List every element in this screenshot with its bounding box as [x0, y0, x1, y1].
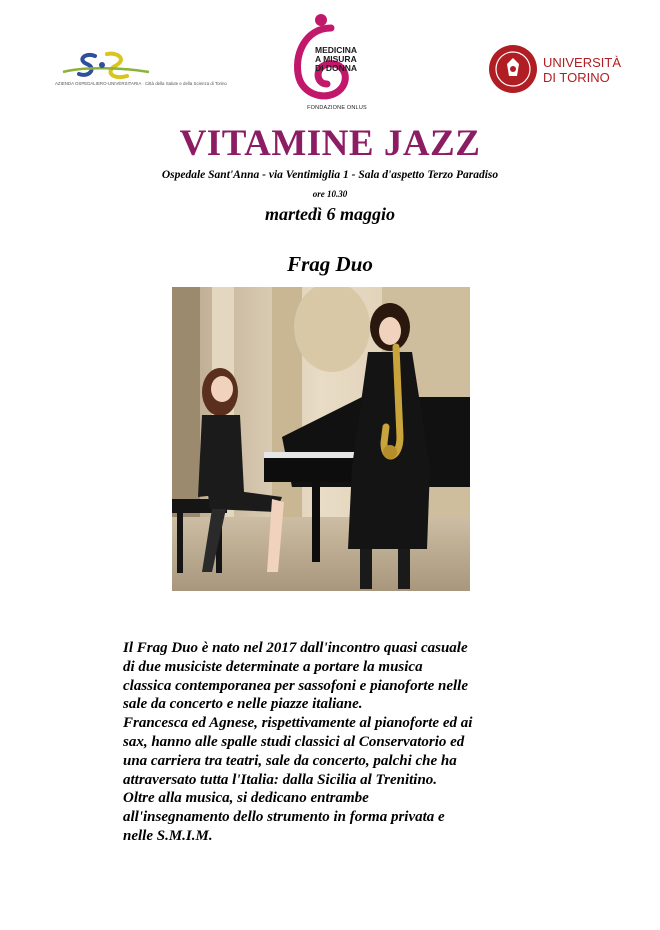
description-line: Oltre alla musica, si dedicano entrambe [123, 790, 369, 807]
university-line-1: UNIVERSITÀ [543, 55, 622, 70]
foundation-label: FONDAZIONE ONLUS [307, 105, 367, 111]
description-line: di due musiciste determinate a portare la musica [123, 658, 423, 675]
university-seal-icon [488, 44, 538, 94]
brand-line-3: DI DONNA [315, 63, 358, 73]
hospital-caption: AZIENDA OSPEDALIERO-UNIVERSITARIA · Città della Salute e della Scienza di Torino [55, 81, 227, 86]
hospital-logo [55, 48, 227, 96]
event-title: VITAMINE JAZZ [179, 123, 481, 164]
description-line: una carriera tra teatri, sale da concerto, palchi che ha [123, 752, 457, 769]
description-line: sale da concerto e nelle piazze italiane. [123, 696, 363, 713]
duo-photo-illustration [172, 287, 470, 591]
description-line: Francesca ed Agnese, rispettivamente al pianoforte ed ai [123, 715, 473, 732]
duo-photo [172, 287, 470, 591]
description-line: Il Frag Duo è nato nel 2017 dall'incontro quasi casuale [123, 640, 468, 656]
university-logo [488, 44, 628, 104]
university-name [543, 55, 621, 85]
university-line-2: DI TORINO [543, 70, 610, 85]
event-date: martedì 6 maggio [265, 204, 395, 224]
duo-description [123, 639, 563, 846]
description-line: attraversato tutta l'Italia: dalla Sicilia al Trenitino. [123, 771, 438, 788]
event-venue: Ospedale Sant'Anna - via Ventimiglia 1 - Sala d'aspetto Terzo Paradiso [161, 169, 499, 181]
hospital-logo-icon [55, 48, 155, 82]
description-line: all'insegnamento dello strumento in forma privata e [123, 809, 445, 826]
brand-line-1: MEDICINA [315, 45, 358, 55]
medicina-donna-wordmark [315, 46, 357, 73]
performer-name: Frag Duo [287, 252, 373, 276]
brand-line-2: A MISURA [315, 54, 357, 64]
description-line: sax, hanno alle spalle studi classici al Conservatorio ed [123, 733, 465, 750]
description-line: nelle S.M.I.M. [123, 827, 213, 844]
event-time: ore 10.30 [312, 189, 348, 199]
description-line: classica contemporanea per sassofoni e pianoforte nelle [123, 677, 468, 694]
medicina-donna-logo [285, 6, 385, 116]
